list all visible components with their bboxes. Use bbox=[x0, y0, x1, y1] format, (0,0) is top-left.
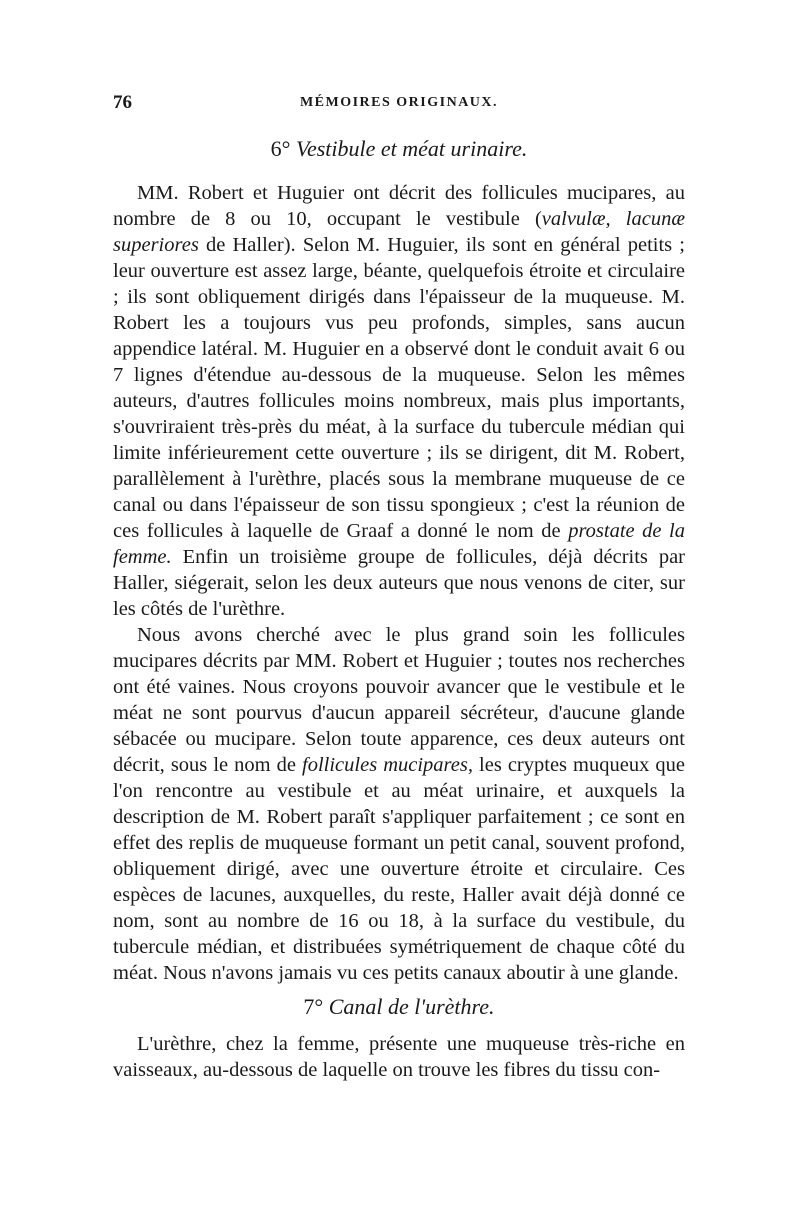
running-title: MÉMOIRES ORIGINAUX. bbox=[299, 95, 499, 110]
paragraph-1-text-c: Enfin un troisième groupe de follicules, déjà décrits par Haller, siégerait, selon les deux auteurs que nous venons de citer, sur les côtés de l'urèthre. bbox=[113, 546, 685, 621]
paragraph-3 bbox=[113, 1031, 685, 1083]
paragraph-1-italic-b: prostate de la femme. bbox=[113, 520, 685, 569]
paragraph-2-italic-a: follicules mucipares, bbox=[302, 754, 473, 777]
paragraph-1 bbox=[113, 180, 685, 622]
section-6-number: 6° bbox=[270, 136, 291, 161]
running-header bbox=[113, 92, 685, 120]
paragraph-2 bbox=[113, 622, 685, 986]
section-7-number: 7° bbox=[303, 994, 324, 1020]
section-7-title: Canal de l'urèthre. bbox=[328, 994, 495, 1020]
paragraph-1-text-b: de Haller). Selon M. Huguier, ils sont en général petits ; leur ouverture est assez large, béante, quelquefois étroite et circulaire ; ils sont obliquement dirigés dans l'épaisseur de la muqueuse. M. Robert les a toujours vus peu profonds, simples, sans aucun appendice latéral. M. Huguier en a observé dont le conduit avait 6 ou 7 lignes d'étendue au-dessous de la muqueuse. Selon les mêmes auteurs, d'autres follicules moins nombreux, mais plus importants, s'ouvriraient très-près du méat, à la surface du tubercule médian qui limite inférieurement cette ouverture ; ils se dirigent, dit M. Robert, parallèlement à l'urèthre, placés sous la membrane muqueuse de ce canal ou dans l'épaisseur de son tissu spongieux ; c'est la réunion de ces follicules à laquelle de Graaf a donné le nom de bbox=[113, 234, 685, 543]
paragraph-1-italic-a: valvulæ, lacunæ superiores bbox=[113, 208, 685, 257]
paragraph-2-text-a: Nous avons cherché avec le plus grand soin les follicules mucipares décrits par MM. Robert et Huguier ; toutes nos recherches ont été vaines. Nous croyons pouvoir avancer que le vestibule et le méat ne sont pourvus d'aucun appareil sécréteur, d'aucune glande sébacée ou mucipare. Selon toute apparence, ces deux auteurs ont décrit, sous le nom de bbox=[113, 624, 685, 777]
book-page bbox=[113, 92, 685, 1083]
paragraph-3-text: L'urèthre, chez la femme, présente une muqueuse très-riche en vaisseaux, au-dessous de laquelle on trouve les fibres du tissu con- bbox=[113, 1032, 685, 1081]
section-6-title: Vestibule et méat urinaire. bbox=[295, 136, 528, 161]
page-number: 76 bbox=[113, 92, 132, 113]
section-7-heading bbox=[113, 994, 685, 1020]
section-6-heading bbox=[113, 136, 685, 162]
paragraph-2-text-b: les cryptes muqueux que l'on rencontre au vestibule et au méat urinaire, et auxquels la description de M. Robert paraît s'appliquer parfaitement ; ce sont en effet des replis de muqueuse formant un petit canal, souvent profond, obliquement dirigé, avec une ouverture étroite et circulaire. Ces espèces de lacunes, auxquelles, du reste, Haller avait déjà donné ce nom, sont au nombre de 16 ou 18, à la surface du vestibule, du tubercule médian, et distribuées symétriquement de chaque côté du méat. Nous n'avons jamais vu ces petits canaux aboutir à une glande. bbox=[113, 754, 685, 985]
paragraph-1-text-a: MM. Robert et Huguier ont décrit des follicules mucipares, au nombre de 8 ou 10, occupant le vestibule ( bbox=[113, 182, 685, 231]
